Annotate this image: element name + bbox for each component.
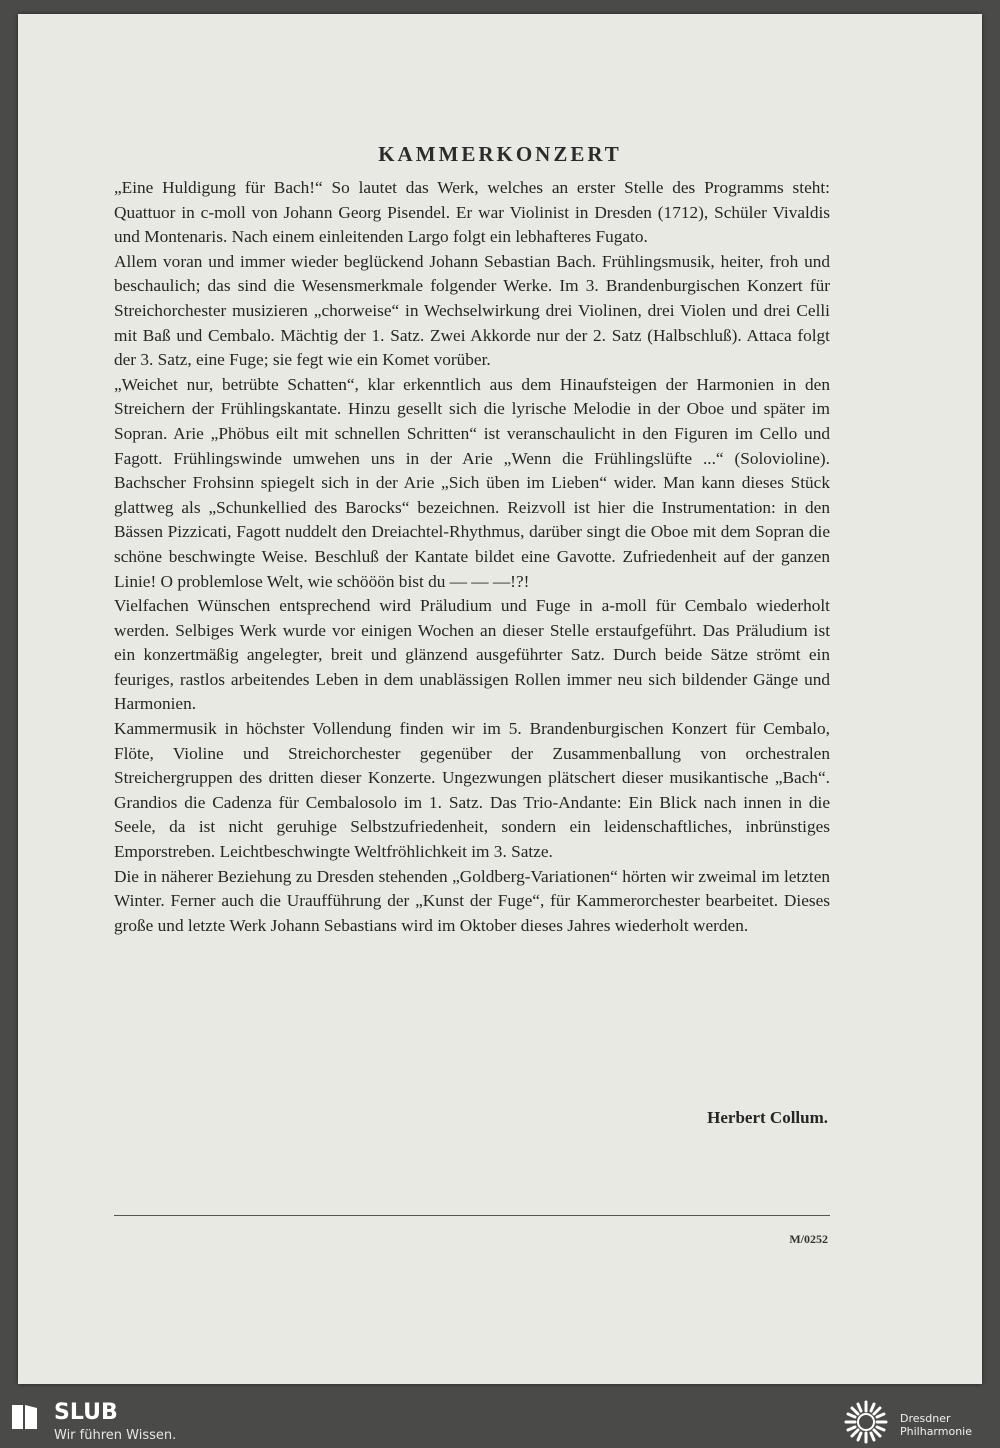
article-body	[114, 176, 830, 938]
philharmonie-line2: Philharmonie	[900, 1425, 972, 1438]
footer-bar	[0, 1396, 1000, 1448]
page-title: KAMMERKONZERT	[378, 142, 622, 166]
paragraph: „Weichet nur, betrübte Schatten“, klar erkenntlich aus dem Hinaufsteigen der Harmonien in den Streichern der Frühlingskantate. Hinzu gesellt sich die lyrische Melodie in der Oboe und später im Sopran. Arie „Phöbus eilt mit schnellen Schritten“ ist veranschaulicht in den Figuren im Cello und Fagott. Frühlingswinde umwehen uns in der Arie „Wenn die Frühlingslüfte ...“ (Solovioline). Bachscher Frohsinn spiegelt sich in der Arie „Sich üben im Lieben“ wider. Man kann dieses Stück glattweg als „Schunkellied des Barocks“ bezeichnen. Reizvoll ist hier die Instrumentation: in den Bässen Pizzicati, Fagott nuddelt den Dreiachtel-Rhythmus, darüber singt die Oboe mit dem Sopran die schöne beschwingte Weise. Beschluß der Kantate bildet eine Gavotte. Zufriedenheit auf der ganzen Linie! O problemlose Welt, wie schööön bist du — — —!?!	[114, 374, 830, 591]
document-code: M/0252	[789, 1232, 828, 1246]
paragraph: Die in näherer Beziehung zu Dresden stehenden „Goldberg-Variationen“ hörten wir zweimal im letzten Winter. Ferner auch die Uraufführung der „Kunst der Fuge“, für Kammerorchester bearbeitet. Dieses große und letzte Werk Johann Sebastians wird im Oktober dieses Jahres wiederholt werden.	[114, 866, 830, 935]
paragraph: „Eine Huldigung für Bach!“ So lautet das Werk, welches an erster Stelle des Programms steht: Quattuor in c-moll von Johann Georg Pisendel. Er war Violinist in Dresden (1712), Schüler Vivaldis und Montenaris. Nach einem einleitenden Largo folgt ein lebhafteres Fugato.	[114, 178, 830, 247]
philharmonie-logo-icon	[842, 1398, 890, 1446]
divider	[114, 1215, 830, 1216]
document-page	[18, 14, 982, 1384]
paragraph: Vielfachen Wünschen entsprechend wird Präludium und Fuge in a-moll für Cembalo wiederholt werden. Selbiges Werk wurde vor einigen Wochen an dieser Stelle erstaufgeführt. Das Präludium ist ein konzertmäßig angelegter, breit und glänzend ausgeführter Satz. Durch beide Sätze strömt ein feuriges, rastlos arbeitendes Leben in dem unablässigen Rollen immer neu sich bildender Gänge und Harmonien.	[114, 596, 830, 714]
paragraph: Allem voran und immer wieder beglückend Johann Sebastian Bach. Frühlingsmusik, heiter, froh und beschaulich; das sind die Wesensmerkmale folgender Werke. Im 3. Brandenburgischen Konzert für Streichorchester musizieren „chorweise“ in Wechselwirkung drei Violinen, drei Violen und drei Celli mit Baß und Cembalo. Mächtig der 1. Satz. Zwei Akkorde nur der 2. Satz (Halbschluß). Attaca folgt der 3. Satz, eine Fuge; sie fegt wie ein Komet vorüber.	[114, 251, 830, 370]
author-signature: Herbert Collum.	[707, 1108, 828, 1127]
philharmonie-logo-text[interactable]	[900, 1412, 996, 1438]
slub-logo-icon	[10, 1402, 40, 1432]
philharmonie-line1: Dresdner	[900, 1412, 951, 1425]
slub-logo-text[interactable]: SLUB	[54, 1400, 118, 1425]
slub-tagline: Wir führen Wissen.	[54, 1428, 177, 1443]
paragraph: Kammermusik in höchster Vollendung finden wir im 5. Brandenburgischen Konzert für Cembalo, Flöte, Violine und Streichorchester gegenüber der Zusammenballung von orchestralen Streichergruppen des dritten dieser Konzerte. Ungezwungen plätschert dieser musikantische „Bach“. Grandios die Cadenza für Cembalosolo im 1. Satz. Das Trio-Andante: Ein Blick nach innen in die Seele, da ist nicht geruhige Selbstzufriedenheit, sondern ein leidenschaftliches, inbrünstiges Emporstreben. Leichtbeschwingte Weltfröhlichkeit im 3. Satze.	[114, 719, 830, 862]
